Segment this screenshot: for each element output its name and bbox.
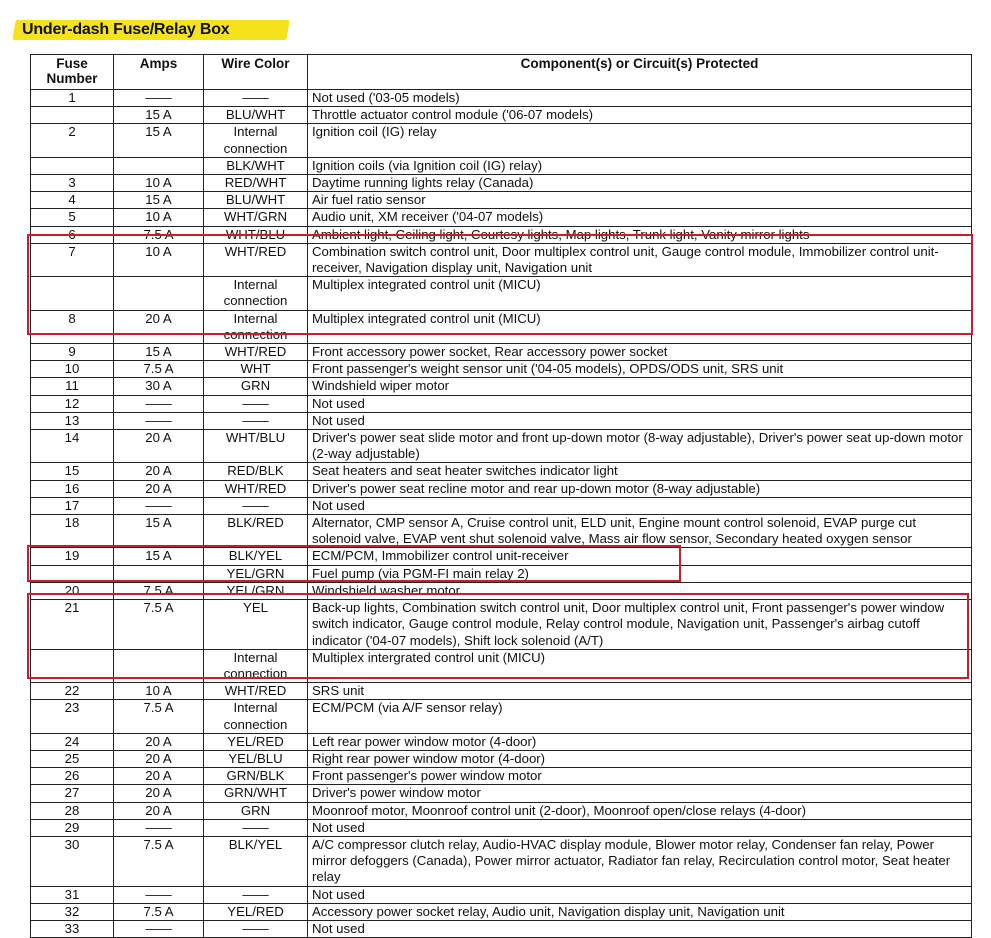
table-row bbox=[31, 548, 972, 565]
amps-cell: 15 A bbox=[114, 124, 204, 157]
amps-cell: 20 A bbox=[114, 785, 204, 802]
fuse-number-cell: 28 bbox=[31, 802, 114, 819]
fuse-number-cell: 7 bbox=[31, 243, 114, 276]
amps-cell: 20 A bbox=[114, 480, 204, 497]
header-component: Component(s) or Circuit(s) Protected bbox=[308, 55, 972, 90]
table-row bbox=[31, 733, 972, 750]
fuse-number-cell: 9 bbox=[31, 344, 114, 361]
amps-cell bbox=[114, 649, 204, 682]
fuse-number-cell: 12 bbox=[31, 395, 114, 412]
table-row bbox=[31, 886, 972, 903]
header-wire-color: Wire Color bbox=[204, 55, 308, 90]
amps-cell: 7.5 A bbox=[114, 836, 204, 886]
wire-color-cell: GRN bbox=[204, 378, 308, 395]
component-cell: Back-up lights, Combination switch control unit, Door multiplex control unit, Front passenger's power window switch indicator, Gauge control module, Relay control module, Navigation unit, Passenger's airbag cutoff indicator ('04-07 models), Shift lock solenoid (A/T) bbox=[308, 600, 972, 650]
wire-color-cell: RED/BLK bbox=[204, 463, 308, 480]
fuse-number-cell: 22 bbox=[31, 683, 114, 700]
wire-color-cell: BLK/YEL bbox=[204, 836, 308, 886]
fuse-number-cell bbox=[31, 277, 114, 310]
amps-cell: —— bbox=[114, 412, 204, 429]
table-row bbox=[31, 683, 972, 700]
table-row bbox=[31, 480, 972, 497]
component-cell: Not used bbox=[308, 920, 972, 937]
component-cell: ECM/PCM, Immobilizer control unit-receiver bbox=[308, 548, 972, 565]
fuse-number-cell: 1 bbox=[31, 90, 114, 107]
component-cell: Driver's power window motor bbox=[308, 785, 972, 802]
wire-color-cell: RED/WHT bbox=[204, 175, 308, 192]
fuse-number-cell: 5 bbox=[31, 209, 114, 226]
wire-color-cell: —— bbox=[204, 395, 308, 412]
amps-cell: 15 A bbox=[114, 515, 204, 548]
fuse-number-cell: 15 bbox=[31, 463, 114, 480]
table-row bbox=[31, 243, 972, 276]
amps-cell: 20 A bbox=[114, 310, 204, 343]
component-cell: Driver's power seat slide motor and front up-down motor (8-way adjustable), Driver's power seat up-down motor (2-way adjustable) bbox=[308, 430, 972, 463]
amps-cell: 7.5 A bbox=[114, 600, 204, 650]
fuse-number-cell: 11 bbox=[31, 378, 114, 395]
wire-color-cell: BLU/WHT bbox=[204, 107, 308, 124]
component-cell: Right rear power window motor (4-door) bbox=[308, 750, 972, 767]
component-cell: Front passenger's weight sensor unit ('04-05 models), OPDS/ODS unit, SRS unit bbox=[308, 361, 972, 378]
fuse-number-cell: 21 bbox=[31, 600, 114, 650]
fuse-number-cell: 26 bbox=[31, 768, 114, 785]
amps-cell: —— bbox=[114, 497, 204, 514]
table-row bbox=[31, 649, 972, 682]
amps-cell: 15 A bbox=[114, 344, 204, 361]
fuse-number-cell: 20 bbox=[31, 582, 114, 599]
fuse-number-cell: 10 bbox=[31, 361, 114, 378]
wire-color-cell: WHT bbox=[204, 361, 308, 378]
component-cell: Not used bbox=[308, 497, 972, 514]
component-cell: Seat heaters and seat heater switches indicator light bbox=[308, 463, 972, 480]
wire-color-cell: YEL/RED bbox=[204, 733, 308, 750]
table-row bbox=[31, 515, 972, 548]
fuse-number-cell: 3 bbox=[31, 175, 114, 192]
component-cell: Front passenger's power window motor bbox=[308, 768, 972, 785]
amps-cell: 7.5 A bbox=[114, 582, 204, 599]
fuse-number-cell: 2 bbox=[31, 124, 114, 157]
wire-color-cell: WHT/RED bbox=[204, 243, 308, 276]
fuse-number-cell: 17 bbox=[31, 497, 114, 514]
amps-cell: —— bbox=[114, 920, 204, 937]
header-amps: Amps bbox=[114, 55, 204, 90]
wire-color-cell: Internal connection bbox=[204, 649, 308, 682]
component-cell: A/C compressor clutch relay, Audio-HVAC display module, Blower motor relay, Condenser fan relay, Power mirror defoggers (Canada), Power mirror actuator, Radiator fan relay, Recirculation control motor, Seat heater relay bbox=[308, 836, 972, 886]
component-cell: Windshield wiper motor bbox=[308, 378, 972, 395]
table-header-row bbox=[31, 55, 972, 90]
table-row bbox=[31, 819, 972, 836]
fuse-number-cell: 8 bbox=[31, 310, 114, 343]
table-row bbox=[31, 497, 972, 514]
wire-color-cell: YEL bbox=[204, 600, 308, 650]
wire-color-cell: —— bbox=[204, 412, 308, 429]
wire-color-cell: WHT/RED bbox=[204, 344, 308, 361]
wire-color-cell: YEL/GRN bbox=[204, 582, 308, 599]
wire-color-cell: GRN/BLK bbox=[204, 768, 308, 785]
component-cell: Accessory power socket relay, Audio unit, Navigation display unit, Navigation unit bbox=[308, 903, 972, 920]
fuse-number-cell: 19 bbox=[31, 548, 114, 565]
table-row bbox=[31, 157, 972, 174]
wire-color-cell: Internal connection bbox=[204, 700, 308, 733]
wire-color-cell: YEL/GRN bbox=[204, 565, 308, 582]
component-cell: Multiplex integrated control unit (MICU) bbox=[308, 277, 972, 310]
amps-cell: 15 A bbox=[114, 192, 204, 209]
fuse-number-cell: 16 bbox=[31, 480, 114, 497]
table-row bbox=[31, 836, 972, 886]
table-row bbox=[31, 395, 972, 412]
fuse-number-cell bbox=[31, 107, 114, 124]
amps-cell: 15 A bbox=[114, 548, 204, 565]
table-row bbox=[31, 226, 972, 243]
fuse-number-cell bbox=[31, 565, 114, 582]
component-cell: Multiplex integrated control unit (MICU) bbox=[308, 310, 972, 343]
table-row bbox=[31, 90, 972, 107]
wire-color-cell: BLK/RED bbox=[204, 515, 308, 548]
table-row bbox=[31, 565, 972, 582]
wire-color-cell: WHT/RED bbox=[204, 480, 308, 497]
component-cell: Ignition coil (IG) relay bbox=[308, 124, 972, 157]
wire-color-cell: BLK/WHT bbox=[204, 157, 308, 174]
amps-cell: 20 A bbox=[114, 463, 204, 480]
fuse-number-cell: 23 bbox=[31, 700, 114, 733]
amps-cell: 20 A bbox=[114, 733, 204, 750]
table-row bbox=[31, 700, 972, 733]
amps-cell: 10 A bbox=[114, 175, 204, 192]
amps-cell: 20 A bbox=[114, 802, 204, 819]
component-cell: Ambient light, Ceiling light, Courtesy lights, Map lights, Trunk light, Vanity mirror lights bbox=[308, 226, 972, 243]
fuse-number-cell: 29 bbox=[31, 819, 114, 836]
component-cell: Ignition coils (via Ignition coil (IG) relay) bbox=[308, 157, 972, 174]
amps-cell: 10 A bbox=[114, 209, 204, 226]
wire-color-cell: —— bbox=[204, 886, 308, 903]
component-cell: Multiplex intergrated control unit (MICU) bbox=[308, 649, 972, 682]
header-fuse-number: Fuse Number bbox=[31, 55, 114, 90]
amps-cell: 20 A bbox=[114, 750, 204, 767]
fuse-number-cell: 14 bbox=[31, 430, 114, 463]
fuse-table-body bbox=[31, 90, 972, 938]
component-cell: Combination switch control unit, Door multiplex control unit, Gauge control module, Immobilizer control unit-receiver, Navigation display unit, Navigation unit bbox=[308, 243, 972, 276]
component-cell: Daytime running lights relay (Canada) bbox=[308, 175, 972, 192]
fuse-table bbox=[30, 54, 972, 938]
component-cell: Alternator, CMP sensor A, Cruise control unit, ELD unit, Engine mount control solenoid, EVAP purge cut solenoid valve, EVAP vent shut solenoid valve, Mass air flow sensor, Secondary heated oxygen sensor bbox=[308, 515, 972, 548]
component-cell: Not used bbox=[308, 886, 972, 903]
table-row bbox=[31, 582, 972, 599]
amps-cell: —— bbox=[114, 886, 204, 903]
component-cell: ECM/PCM (via A/F sensor relay) bbox=[308, 700, 972, 733]
wire-color-cell: WHT/GRN bbox=[204, 209, 308, 226]
amps-cell: 30 A bbox=[114, 378, 204, 395]
table-row bbox=[31, 768, 972, 785]
amps-cell bbox=[114, 277, 204, 310]
component-cell: Not used bbox=[308, 819, 972, 836]
wire-color-cell: WHT/RED bbox=[204, 683, 308, 700]
fuse-number-cell: 18 bbox=[31, 515, 114, 548]
table-row bbox=[31, 802, 972, 819]
table-row bbox=[31, 277, 972, 310]
component-cell: Driver's power seat recline motor and rear up-down motor (8-way adjustable) bbox=[308, 480, 972, 497]
component-cell: Not used bbox=[308, 412, 972, 429]
wire-color-cell: YEL/RED bbox=[204, 903, 308, 920]
wire-color-cell: YEL/BLU bbox=[204, 750, 308, 767]
wire-color-cell: —— bbox=[204, 90, 308, 107]
table-row bbox=[31, 463, 972, 480]
wire-color-cell: BLK/YEL bbox=[204, 548, 308, 565]
wire-color-cell: GRN/WHT bbox=[204, 785, 308, 802]
wire-color-cell: Internal connection bbox=[204, 124, 308, 157]
page-title: Under-dash Fuse/Relay Box bbox=[22, 21, 230, 38]
fuse-number-cell: 6 bbox=[31, 226, 114, 243]
fuse-number-cell bbox=[31, 157, 114, 174]
component-cell: Front accessory power socket, Rear accessory power socket bbox=[308, 344, 972, 361]
table-row bbox=[31, 192, 972, 209]
table-row bbox=[31, 124, 972, 157]
table-row bbox=[31, 361, 972, 378]
component-cell: Audio unit, XM receiver ('04-07 models) bbox=[308, 209, 972, 226]
fuse-number-cell: 31 bbox=[31, 886, 114, 903]
amps-cell: —— bbox=[114, 819, 204, 836]
table-row bbox=[31, 920, 972, 937]
component-cell: Fuel pump (via PGM-FI main relay 2) bbox=[308, 565, 972, 582]
table-row bbox=[31, 175, 972, 192]
fuse-number-cell: 25 bbox=[31, 750, 114, 767]
fuse-number-cell bbox=[31, 649, 114, 682]
component-cell: Not used ('03-05 models) bbox=[308, 90, 972, 107]
amps-cell: 7.5 A bbox=[114, 226, 204, 243]
fuse-number-cell: 33 bbox=[31, 920, 114, 937]
wire-color-cell: —— bbox=[204, 920, 308, 937]
amps-cell: —— bbox=[114, 395, 204, 412]
table-row bbox=[31, 412, 972, 429]
fuse-number-cell: 30 bbox=[31, 836, 114, 886]
amps-cell: —— bbox=[114, 90, 204, 107]
component-cell: Air fuel ratio sensor bbox=[308, 192, 972, 209]
table-row bbox=[31, 107, 972, 124]
amps-cell: 15 A bbox=[114, 107, 204, 124]
amps-cell bbox=[114, 565, 204, 582]
amps-cell: 20 A bbox=[114, 430, 204, 463]
amps-cell: 20 A bbox=[114, 768, 204, 785]
component-cell: Windshield washer motor bbox=[308, 582, 972, 599]
amps-cell: 10 A bbox=[114, 243, 204, 276]
table-row bbox=[31, 378, 972, 395]
wire-color-cell: WHT/BLU bbox=[204, 226, 308, 243]
table-row bbox=[31, 750, 972, 767]
amps-cell: 7.5 A bbox=[114, 361, 204, 378]
table-row bbox=[31, 344, 972, 361]
component-cell: SRS unit bbox=[308, 683, 972, 700]
wire-color-cell: BLU/WHT bbox=[204, 192, 308, 209]
fuse-number-cell: 13 bbox=[31, 412, 114, 429]
title-block bbox=[14, 14, 230, 46]
wire-color-cell: Internal connection bbox=[204, 310, 308, 343]
wire-color-cell: GRN bbox=[204, 802, 308, 819]
wire-color-cell: WHT/BLU bbox=[204, 430, 308, 463]
component-cell: Not used bbox=[308, 395, 972, 412]
table-row bbox=[31, 430, 972, 463]
table-row bbox=[31, 209, 972, 226]
fuse-number-cell: 27 bbox=[31, 785, 114, 802]
component-cell: Left rear power window motor (4-door) bbox=[308, 733, 972, 750]
component-cell: Moonroof motor, Moonroof control unit (2-door), Moonroof open/close relays (4-door) bbox=[308, 802, 972, 819]
fuse-number-cell: 24 bbox=[31, 733, 114, 750]
table-row bbox=[31, 903, 972, 920]
table-row bbox=[31, 600, 972, 650]
amps-cell: 7.5 A bbox=[114, 700, 204, 733]
fuse-number-cell: 4 bbox=[31, 192, 114, 209]
wire-color-cell: —— bbox=[204, 497, 308, 514]
fuse-number-cell: 32 bbox=[31, 903, 114, 920]
amps-cell bbox=[114, 157, 204, 174]
wire-color-cell: Internal connection bbox=[204, 277, 308, 310]
table-row bbox=[31, 310, 972, 343]
component-cell: Throttle actuator control module ('06-07 models) bbox=[308, 107, 972, 124]
amps-cell: 10 A bbox=[114, 683, 204, 700]
amps-cell: 7.5 A bbox=[114, 903, 204, 920]
table-row bbox=[31, 785, 972, 802]
wire-color-cell: —— bbox=[204, 819, 308, 836]
